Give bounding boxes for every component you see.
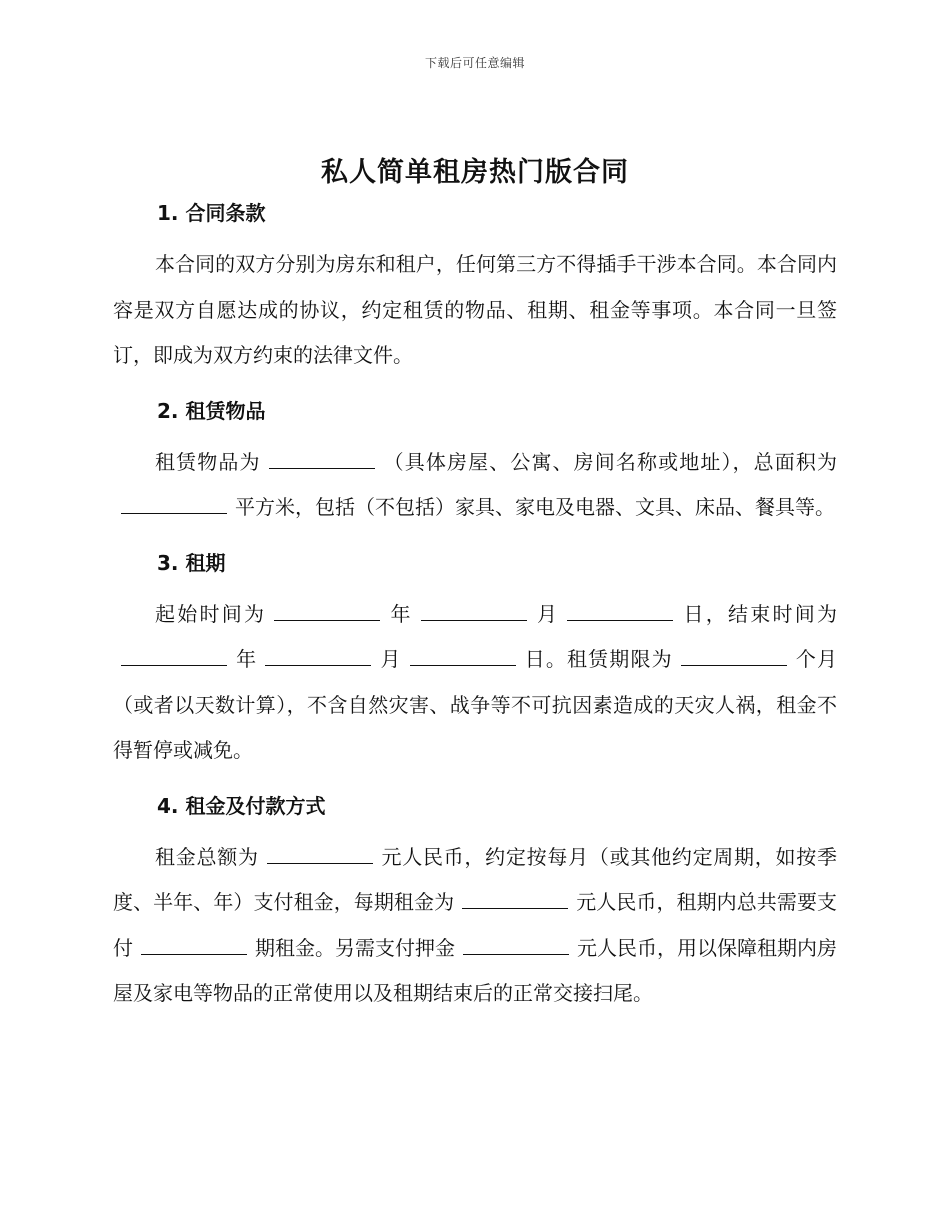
fill-in-blank <box>121 497 227 514</box>
fill-in-blank <box>410 649 516 666</box>
section-paragraph-rent-payment <box>113 835 837 1017</box>
text-fragment: 个月（或者以天数计算），不含自然灾害、战争等不可抗因素造成的天灾人祸，租金不得暂停或减免。 <box>113 647 838 762</box>
text-fragment: 期租金。另需支付押金 <box>255 935 455 960</box>
text-fragment: 元人民币，约定按每月（或其他约定周期，如按季度、半年、年）支付租金，每期租金为 <box>113 844 838 914</box>
section-heading-rent-payment: 4. 租金及付款方式 <box>157 793 326 818</box>
fill-in-blank <box>141 938 247 955</box>
fill-in-blank <box>681 649 787 666</box>
text-fragment: 日，结束时间为 <box>681 601 837 626</box>
section-heading-lease-term: 3. 租期 <box>157 550 226 575</box>
text-fragment: 起始时间为 <box>155 601 267 626</box>
text-fragment: 租赁物品为 <box>155 449 261 474</box>
section-paragraph-leased-items <box>113 440 837 531</box>
fill-in-blank <box>274 604 380 621</box>
text-fragment: 租金总额为 <box>155 844 259 869</box>
text-fragment: 日。租赁期限为 <box>523 647 673 671</box>
fill-in-blank <box>269 452 375 469</box>
fill-in-blank <box>463 938 569 955</box>
text-fragment: 年 <box>235 647 258 671</box>
fill-in-blank <box>267 847 373 864</box>
section-paragraph-terms: 本合同的双方分别为房东和租户，任何第三方不得插手干涉本合同。本合同内容是双方自愿达成的协议，约定租赁的物品、租期、租金等事项。本合同一旦签订，即成为双方约束的法律文件。 <box>113 252 837 367</box>
text-fragment: 元人民币，用以保障租期内房屋及家电等物品的正常使用以及租期结束后的正常交接扫尾。 <box>113 935 837 1005</box>
text-fragment: 元人民币，租期内总共需要支付 <box>113 890 838 960</box>
section-paragraph-lease-term <box>113 592 837 774</box>
header-note: 下载后可任意编辑 <box>424 56 525 70</box>
section-heading-terms: 1. 合同条款 <box>157 201 266 225</box>
text-fragment: 平方米，包括（不包括）家具、家电及电器、文具、床品、餐具等。 <box>235 495 835 519</box>
fill-in-blank <box>567 604 673 621</box>
fill-in-blank <box>265 649 371 666</box>
document-body <box>113 196 837 1032</box>
fill-in-blank <box>121 649 227 666</box>
section-heading-leased-items: 2. 租赁物品 <box>157 398 266 423</box>
fill-in-blank <box>421 604 527 621</box>
text-fragment: 年 <box>388 601 413 626</box>
text-fragment: （具体房屋、公寓、房间名称或地址），总面积为 <box>382 449 838 474</box>
fill-in-blank <box>462 892 568 909</box>
document-title: 私人简单租房热门版合同 <box>321 157 629 188</box>
text-fragment: 月 <box>534 601 560 626</box>
text-fragment: 月 <box>379 647 402 671</box>
